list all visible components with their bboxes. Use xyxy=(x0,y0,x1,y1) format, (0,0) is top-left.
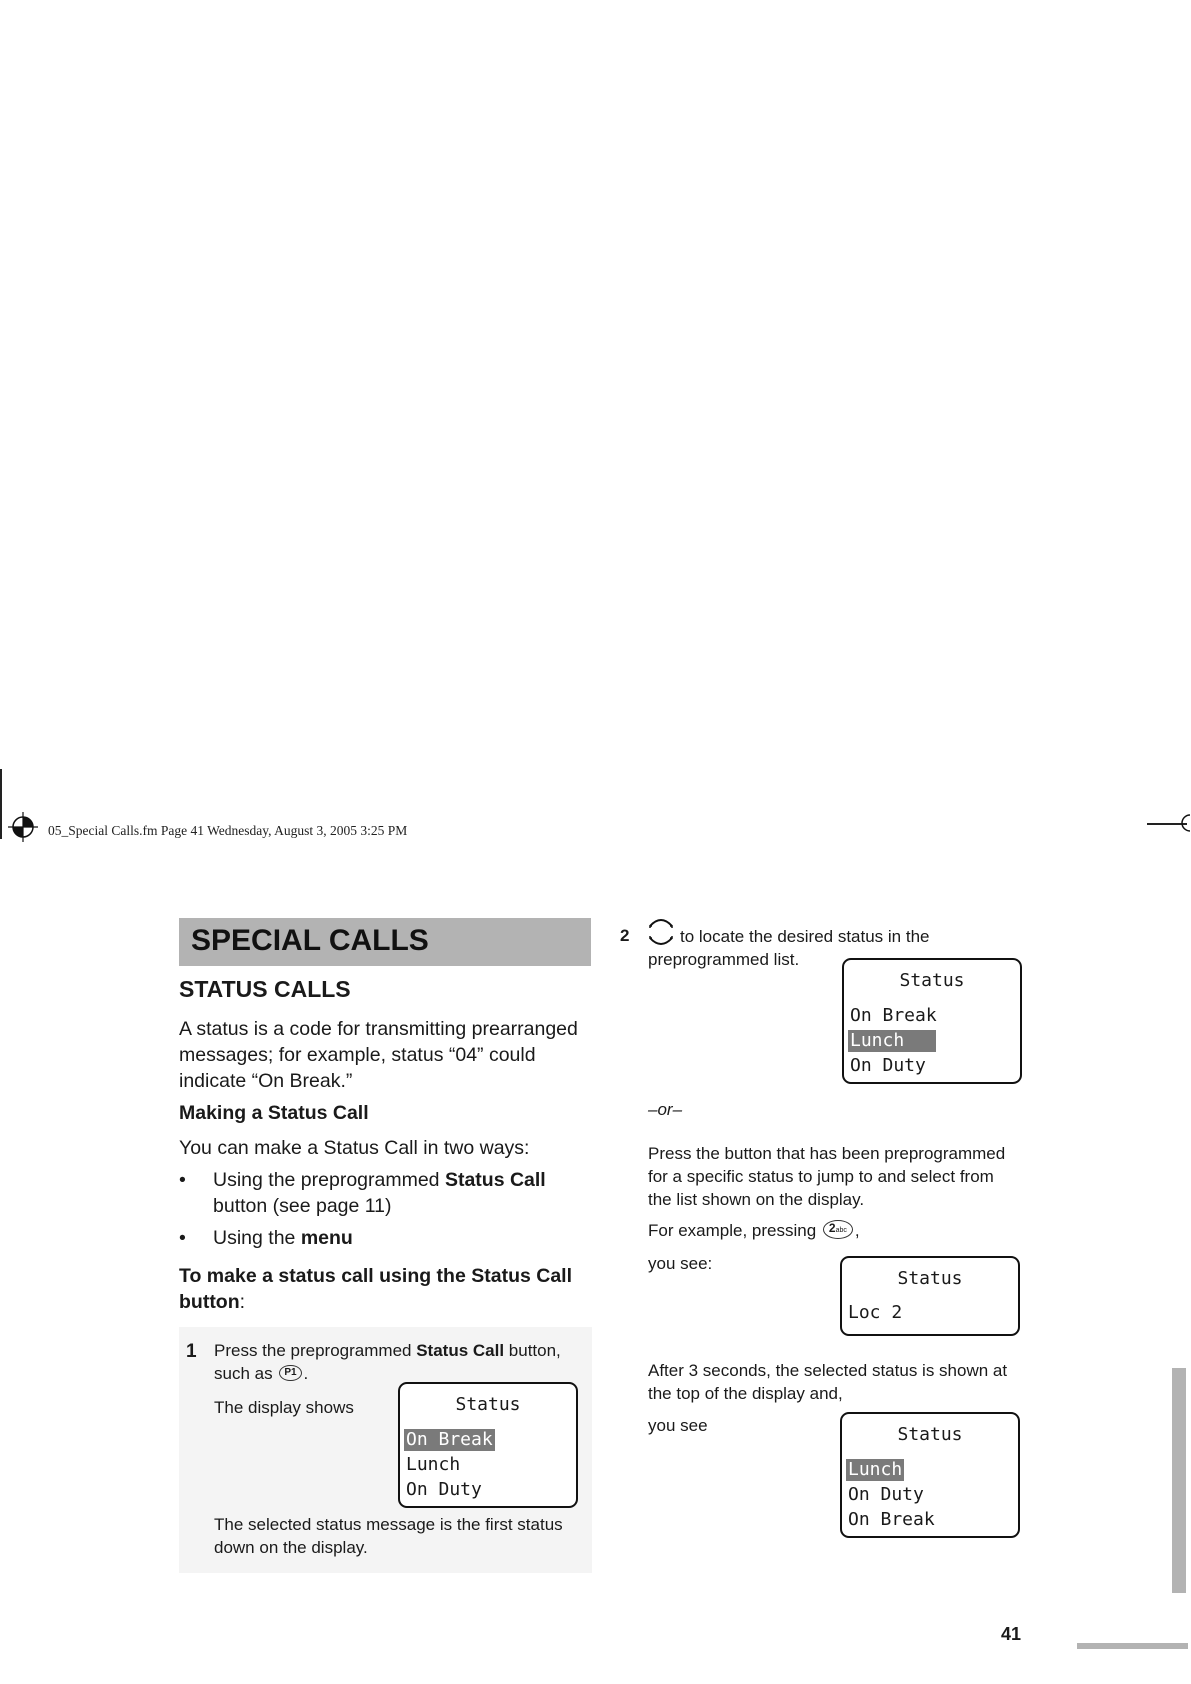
lcd-title: Status xyxy=(897,1268,963,1289)
chapter-title: SPECIAL CALLS xyxy=(191,924,429,957)
you-see-1: you see: xyxy=(648,1254,713,1273)
crop-mark-left xyxy=(0,769,2,839)
lcd-line-selected: Lunch xyxy=(848,1459,903,1480)
step1-line2: such as xyxy=(214,1364,278,1383)
ways-intro: You can make a Status Call in two ways: xyxy=(179,1137,530,1159)
step2-text: to locate the desired status in the preprogrammed list. xyxy=(648,927,930,969)
howto-colon: : xyxy=(239,1291,246,1313)
bullet-bold: menu xyxy=(300,1227,353,1249)
registration-mark-right-icon xyxy=(1178,813,1190,833)
lcd-display-1 xyxy=(398,1382,578,1508)
lcd-title: Status xyxy=(897,1424,963,1445)
lcd-line: On Duty xyxy=(406,1479,482,1500)
or-separator: –or– xyxy=(648,1100,683,1119)
key-2-icon xyxy=(823,1220,853,1239)
step1-note: The selected status message is the first status down on the display. xyxy=(214,1515,563,1557)
file-info-header: 05_Special Calls.fm Page 41 Wednesday, August 3, 2005 3:25 PM xyxy=(48,823,408,838)
lcd-line: Lunch xyxy=(406,1454,461,1475)
step2-number: 2 xyxy=(620,926,630,945)
registration-mark-icon xyxy=(8,812,38,842)
chapter-banner xyxy=(179,918,591,966)
after-paragraph: After 3 seconds, the selected status is shown at the top of the display and, xyxy=(648,1361,1008,1403)
step1-line2-suffix: . xyxy=(303,1364,309,1383)
lcd-line: Loc 2 xyxy=(848,1302,903,1323)
lcd-display-2 xyxy=(842,958,1022,1084)
bullet-text: Using the preprogrammed xyxy=(213,1169,445,1191)
press-paragraph: Press the button that has been preprogrammed for a specific status to jump to and select from the list shown on the display. xyxy=(648,1144,1006,1209)
bullet-text: Using the xyxy=(213,1227,301,1249)
lcd-line: On Duty xyxy=(848,1484,924,1505)
lcd-display-3 xyxy=(840,1256,1020,1336)
example-line xyxy=(648,1219,860,1242)
bullet-bold: Status Call xyxy=(444,1169,546,1191)
step1-bold: Status Call xyxy=(416,1341,505,1360)
list-item xyxy=(179,1225,589,1251)
list-item xyxy=(179,1167,589,1219)
bullet-icon: • xyxy=(179,1169,186,1191)
lcd-line: On Duty xyxy=(850,1055,926,1076)
lcd-title: Status xyxy=(455,1394,521,1415)
step1-suffix: button, xyxy=(504,1341,561,1360)
howto-heading-text: To make a status call using the Status Call button xyxy=(179,1265,572,1313)
key-2-label: 2 xyxy=(828,1221,836,1236)
intro-paragraph: A status is a code for transmitting prearranged messages; for example, status “04” could indicate “On Break.” xyxy=(179,1018,578,1092)
bullet-icon: • xyxy=(179,1227,186,1249)
display-caption: The display shows xyxy=(214,1398,354,1417)
lcd-display-4 xyxy=(840,1412,1020,1538)
thumb-tab xyxy=(1172,1368,1186,1593)
example-text: For example, pressing xyxy=(648,1221,821,1240)
footer-bar xyxy=(1077,1643,1188,1649)
p1-key-icon: P1 xyxy=(279,1365,301,1381)
lcd-line-selected: On Break xyxy=(406,1429,493,1450)
section-title: STATUS CALLS xyxy=(179,976,351,1002)
bullet-suffix: button (see page 11) xyxy=(213,1195,392,1217)
bullet-list xyxy=(179,1167,589,1251)
you-see-2: you see xyxy=(648,1416,708,1435)
lcd-line: On Break xyxy=(848,1509,935,1530)
step1-instruction xyxy=(214,1339,589,1385)
example-suffix: , xyxy=(854,1221,860,1240)
lcd-line-selected: Lunch xyxy=(848,1030,936,1052)
key-2-sub: abc xyxy=(835,1227,847,1235)
lcd-title: Status xyxy=(899,970,965,991)
lcd-line: On Break xyxy=(850,1005,937,1026)
subheading: Making a Status Call xyxy=(179,1102,369,1124)
step1-number: 1 xyxy=(186,1341,197,1362)
howto-heading xyxy=(179,1263,589,1315)
page-number: 41 xyxy=(1001,1624,1022,1644)
step1-text: Press the preprogrammed xyxy=(214,1341,417,1360)
